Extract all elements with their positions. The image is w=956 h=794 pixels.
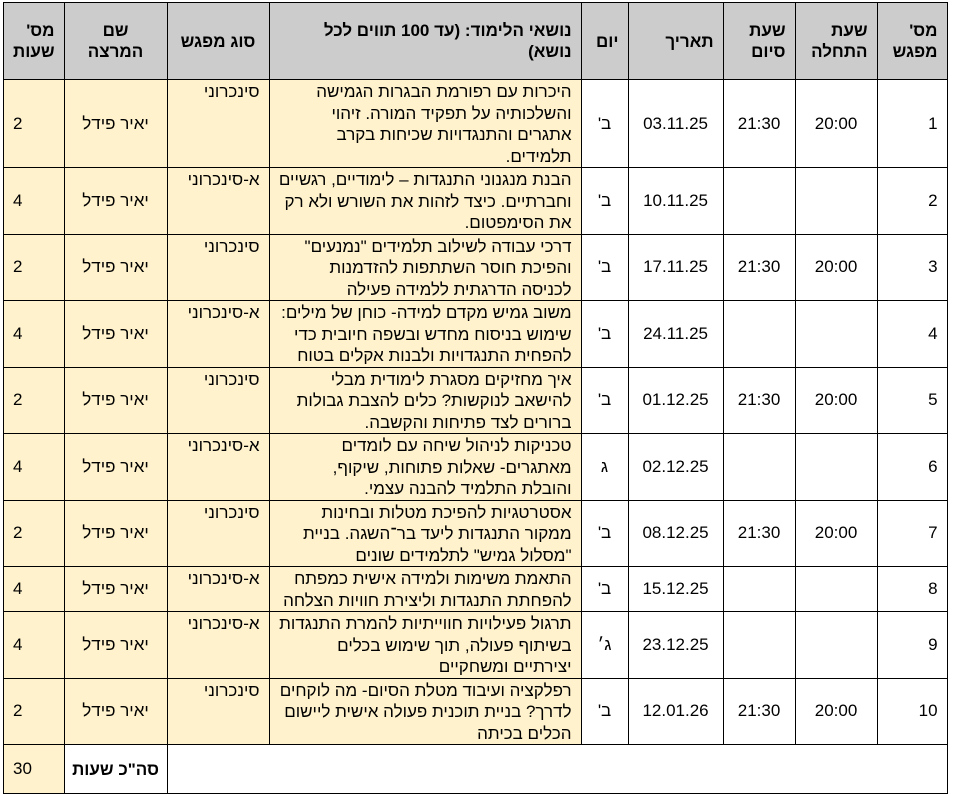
end-time bbox=[723, 612, 795, 679]
session-topic: התאמת משימות ולמידה אישית כמפתח להפחתת התנגדות וליצירת חוויות הצלחה bbox=[269, 567, 581, 612]
session-day: ב' bbox=[581, 301, 628, 368]
table-row bbox=[4, 500, 948, 567]
start-time: 20:00 bbox=[795, 80, 877, 168]
table-row bbox=[4, 678, 948, 745]
session-hours: 4 bbox=[4, 567, 65, 612]
session-hours: 4 bbox=[4, 434, 65, 501]
session-day: ב' bbox=[581, 567, 628, 612]
start-time: 20:00 bbox=[795, 367, 877, 434]
session-type: א-סינכרוני bbox=[167, 168, 269, 235]
session-number: 4 bbox=[877, 301, 947, 368]
header-trainer: שם המרצה bbox=[64, 3, 167, 80]
session-date: 01.12.25 bbox=[628, 367, 723, 434]
header-row bbox=[4, 3, 948, 80]
session-date: 03.11.25 bbox=[628, 80, 723, 168]
start-time bbox=[795, 434, 877, 501]
session-topic: משוב גמיש מקדם למידה- כוחן של מילים: שימוש בניסוח מחדש ובשפה חיובית כדי להפחית התנגדויות ולבנות אקלים בטוח bbox=[269, 301, 581, 368]
start-time: 20:00 bbox=[795, 500, 877, 567]
session-topic: איך מחזיקים מסגרת לימודית מבלי להישאב לנוקשות? כלים להצבת גבולות ברורים לצד פתיחות והקשבה. bbox=[269, 367, 581, 434]
session-number: 6 bbox=[877, 434, 947, 501]
schedule-body bbox=[4, 80, 948, 745]
session-topic: תרגול פעילויות חווייתיות להמרת התנגדות בשיתוף פעולה, תוך שימוש בכלים יצירתיים ומשחקיים bbox=[269, 612, 581, 679]
session-date: 24.11.25 bbox=[628, 301, 723, 368]
session-number: 7 bbox=[877, 500, 947, 567]
trainer-name: יאיר פידל bbox=[64, 434, 167, 501]
trainer-name: יאיר פידל bbox=[64, 234, 167, 301]
session-type: סינכרוני bbox=[167, 500, 269, 567]
header-topics: נושאי הלימוד: (עד 100 תווים לכל נושא) bbox=[269, 3, 581, 80]
header-session-type: סוג מפגש bbox=[167, 3, 269, 80]
total-label: סה"כ שעות bbox=[64, 745, 167, 794]
total-hours-value: 30 bbox=[4, 745, 65, 794]
session-number: 3 bbox=[877, 234, 947, 301]
table-row bbox=[4, 168, 948, 235]
start-time bbox=[795, 168, 877, 235]
trainer-name: יאיר פידל bbox=[64, 367, 167, 434]
session-topic: דרכי עבודה לשילוב תלמידים "נמנעים" והפיכת חוסר השתתפות להזדמנות לכניסה הדרגתית ללמידה פעילה bbox=[269, 234, 581, 301]
total-blank-cell bbox=[167, 745, 947, 794]
session-date: 10.11.25 bbox=[628, 168, 723, 235]
trainer-name: יאיר פידל bbox=[64, 168, 167, 235]
session-type: סינכרוני bbox=[167, 367, 269, 434]
session-topic: היכרות עם רפורמת הבגרות הגמישה והשלכותיה על תפקיד המורה. זיהוי אתגרים והתנגדויות שכיחות בקרב תלמידים. bbox=[269, 80, 581, 168]
trainer-name: יאיר פידל bbox=[64, 80, 167, 168]
session-type: סינכרוני bbox=[167, 80, 269, 168]
trainer-name: יאיר פידל bbox=[64, 500, 167, 567]
session-day: ג׳ bbox=[581, 612, 628, 679]
start-time bbox=[795, 301, 877, 368]
end-time: 21:30 bbox=[723, 367, 795, 434]
end-time: 21:30 bbox=[723, 500, 795, 567]
session-date: 17.11.25 bbox=[628, 234, 723, 301]
schedule-table bbox=[3, 2, 948, 794]
header-day: יום bbox=[581, 3, 628, 80]
table-row bbox=[4, 434, 948, 501]
session-day: ב' bbox=[581, 234, 628, 301]
session-topic: רפלקציה ועיבוד מטלת הסיום- מה לוקחים לדרך? בניית תוכנית פעולה אישית ליישום הכלים בכיתה bbox=[269, 678, 581, 745]
session-hours: 2 bbox=[4, 367, 65, 434]
session-number: 9 bbox=[877, 612, 947, 679]
session-topic: אסטרטגיות להפיכת מטלות ובחינות ממקור התנגדות ליעד בר־השגה. בניית "מסלול גמיש" לתלמידים שונים bbox=[269, 500, 581, 567]
table-row bbox=[4, 367, 948, 434]
session-type: א-סינכרוני bbox=[167, 612, 269, 679]
start-time bbox=[795, 567, 877, 612]
session-number: 10 bbox=[877, 678, 947, 745]
table-row bbox=[4, 234, 948, 301]
total-row bbox=[4, 745, 948, 794]
session-number: 1 bbox=[877, 80, 947, 168]
end-time: 21:30 bbox=[723, 678, 795, 745]
start-time bbox=[795, 612, 877, 679]
end-time bbox=[723, 168, 795, 235]
session-hours: 4 bbox=[4, 612, 65, 679]
session-number: 2 bbox=[877, 168, 947, 235]
session-day: ב' bbox=[581, 168, 628, 235]
session-day: ג bbox=[581, 434, 628, 501]
session-type: א-סינכרוני bbox=[167, 301, 269, 368]
session-hours: 4 bbox=[4, 168, 65, 235]
end-time bbox=[723, 301, 795, 368]
trainer-name: יאיר פידל bbox=[64, 678, 167, 745]
trainer-name: יאיר פידל bbox=[64, 301, 167, 368]
table-row bbox=[4, 301, 948, 368]
session-date: 12.01.26 bbox=[628, 678, 723, 745]
header-end-time: שעת סיום bbox=[723, 3, 795, 80]
header-date: תאריך bbox=[628, 3, 723, 80]
session-hours: 2 bbox=[4, 80, 65, 168]
end-time bbox=[723, 434, 795, 501]
session-topic: טכניקות לניהול שיחה עם לומדים מאתגרים- שאלות פתוחות, שיקוף, והובלת התלמיד להבנה עצמי. bbox=[269, 434, 581, 501]
header-hours: מס' שעות bbox=[4, 3, 65, 80]
session-day: ב' bbox=[581, 678, 628, 745]
session-date: 23.12.25 bbox=[628, 612, 723, 679]
table-row bbox=[4, 567, 948, 612]
session-number: 5 bbox=[877, 367, 947, 434]
session-date: 02.12.25 bbox=[628, 434, 723, 501]
session-type: סינכרוני bbox=[167, 678, 269, 745]
header-start-time: שעת התחלה bbox=[795, 3, 877, 80]
session-date: 08.12.25 bbox=[628, 500, 723, 567]
end-time: 21:30 bbox=[723, 234, 795, 301]
end-time bbox=[723, 567, 795, 612]
session-type: א-סינכרוני bbox=[167, 434, 269, 501]
session-day: ב' bbox=[581, 500, 628, 567]
start-time: 20:00 bbox=[795, 234, 877, 301]
session-hours: 4 bbox=[4, 301, 65, 368]
trainer-name: יאיר פידל bbox=[64, 612, 167, 679]
session-type: א-סינכרוני bbox=[167, 567, 269, 612]
session-hours: 2 bbox=[4, 234, 65, 301]
trainer-name: יאיר פידל bbox=[64, 567, 167, 612]
end-time: 21:30 bbox=[723, 80, 795, 168]
start-time: 20:00 bbox=[795, 678, 877, 745]
session-day: ב' bbox=[581, 80, 628, 168]
session-number: 8 bbox=[877, 567, 947, 612]
session-topic: הבנת מנגנוני התנגדות – לימודיים, רגשיים וחברתיים. כיצד לזהות את השורש ולא רק את הסימפטום. bbox=[269, 168, 581, 235]
session-hours: 2 bbox=[4, 678, 65, 745]
table-row bbox=[4, 80, 948, 168]
session-hours: 2 bbox=[4, 500, 65, 567]
header-session-no: מס' מפגש bbox=[877, 3, 947, 80]
session-day: ב' bbox=[581, 367, 628, 434]
session-type: סינכרוני bbox=[167, 234, 269, 301]
table-row bbox=[4, 612, 948, 679]
session-date: 15.12.25 bbox=[628, 567, 723, 612]
